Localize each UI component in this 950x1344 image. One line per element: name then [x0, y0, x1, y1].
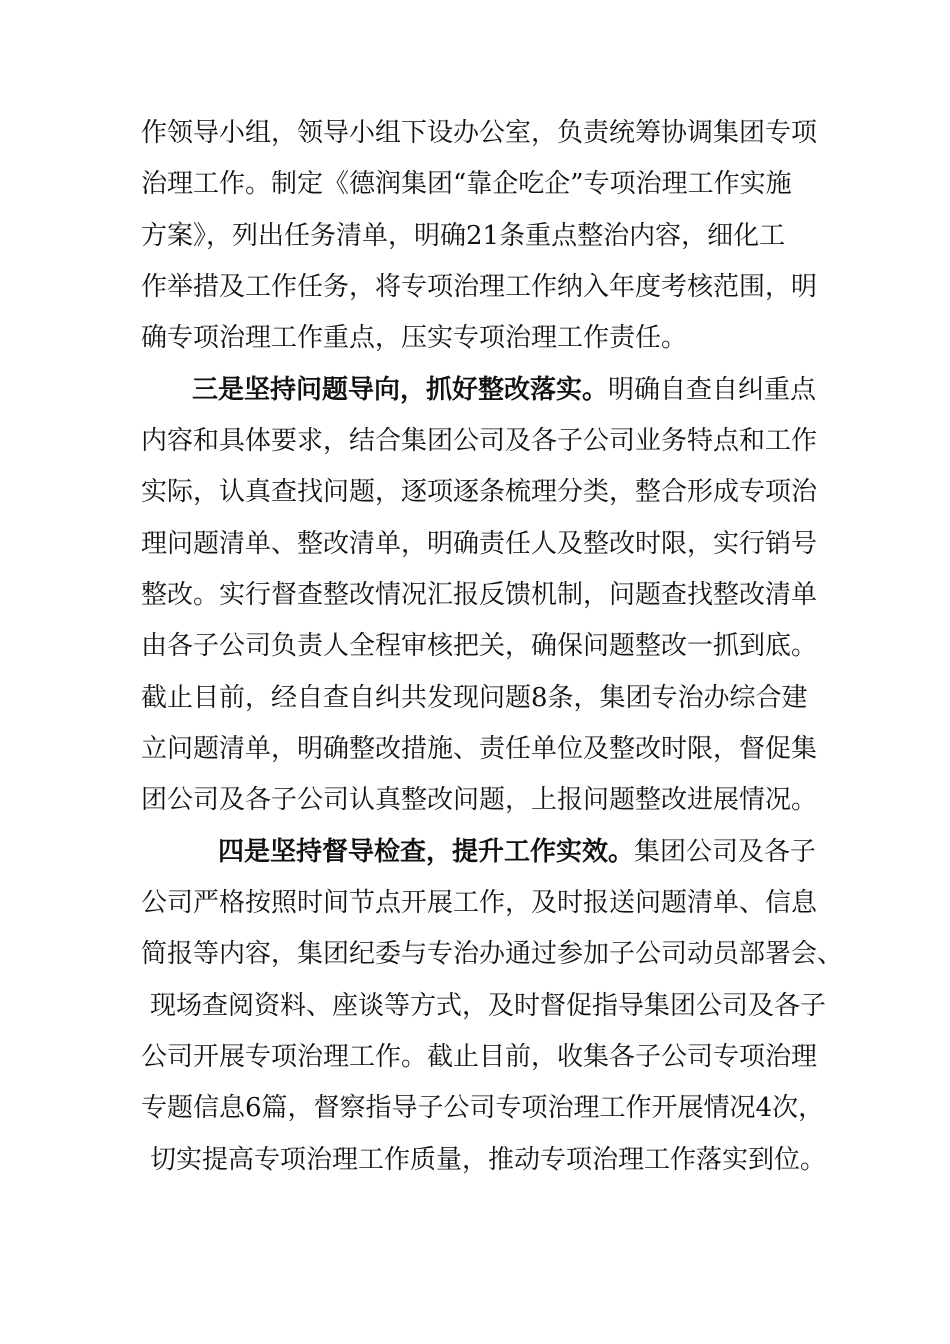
body-text-line	[141, 211, 785, 261]
body-text-line	[141, 724, 817, 774]
body-text-line	[141, 1083, 824, 1133]
line-text: 团公司及各子公司认真整改问题，上报问题整改进展情况。	[141, 785, 818, 815]
body-text-line	[141, 519, 817, 569]
body-text-line	[141, 159, 792, 209]
line-text: 公司严格按照时间节点开展工作，及时报送问题清单、信息	[141, 888, 818, 918]
body-text-line	[150, 981, 826, 1031]
line-text: 简报等内容，集团纪委与专治办通过参加子公司动员部署会、	[141, 939, 844, 969]
line-text: 确专项治理工作重点，压实专项治理工作责任。	[141, 323, 688, 353]
line-text: 内容和具体要求，结合集团公司及各子公司业务特点和工作	[141, 426, 818, 456]
paragraph-heading-line	[192, 365, 816, 415]
body-text-line	[141, 929, 843, 979]
line-text: 由各子公司负责人全程审核把关，确保问题整改一抓到底。	[141, 631, 818, 661]
line-text: 作举措及工作任务，将专项治理工作纳入年度考核范围，明	[141, 272, 818, 302]
body-text-line	[141, 621, 817, 671]
line-text: 截止目前，经自查自纠共发现问题8条，集团专治办综合建	[141, 683, 808, 713]
line-text: 切实提高专项治理工作质量，推动专项治理工作落实到位。	[150, 1145, 827, 1175]
line-text: 方案》，列出任务清单，明确21条重点整治内容，细化工	[141, 221, 786, 251]
line-text: 专题信息6篇，督察指导子公司专项治理工作开展情况4次，	[141, 1093, 825, 1123]
line-text: 理问题清单、整改清单，明确责任人及整改时限，实行销号	[141, 529, 818, 559]
body-text-line	[150, 1135, 826, 1185]
paragraph-lead-bold: 四是坚持督导检查，提升工作实效。	[218, 837, 635, 867]
line-text: 实际，认真查找问题，逐项逐条梳理分类，整合形成专项治	[141, 477, 818, 507]
body-text-line	[141, 108, 817, 158]
body-text-line	[141, 570, 817, 620]
line-text: 集团公司及各子	[634, 837, 817, 867]
body-text-line	[141, 467, 817, 517]
line-text: 治理工作。制定《德润集团“靠企吃企”专项治理工作实施	[141, 169, 792, 199]
body-text-line	[141, 1032, 817, 1082]
body-text-line	[141, 262, 817, 312]
body-text-line	[141, 313, 687, 363]
line-text: 整改。实行督查整改情况汇报反馈机制，问题查找整改清单	[141, 580, 818, 610]
body-text-line	[141, 416, 817, 466]
paragraph-lead-bold: 三是坚持问题导向，抓好整改落实。	[192, 375, 609, 405]
paragraph-heading-line	[218, 827, 816, 877]
line-text: 现场查阅资料、座谈等方式，及时督促指导集团公司及各子	[150, 991, 827, 1021]
line-text: 立问题清单，明确整改措施、责任单位及整改时限，督促集	[141, 734, 818, 764]
line-text: 明确自查自纠重点	[608, 375, 817, 405]
body-text-line	[141, 673, 808, 723]
line-text: 作领导小组，领导小组下设办公室，负责统筹协调集团专项	[141, 118, 818, 148]
body-text-line	[141, 878, 817, 928]
body-text-line	[141, 775, 817, 825]
line-text: 公司开展专项治理工作。截止目前，收集各子公司专项治理	[141, 1042, 818, 1072]
